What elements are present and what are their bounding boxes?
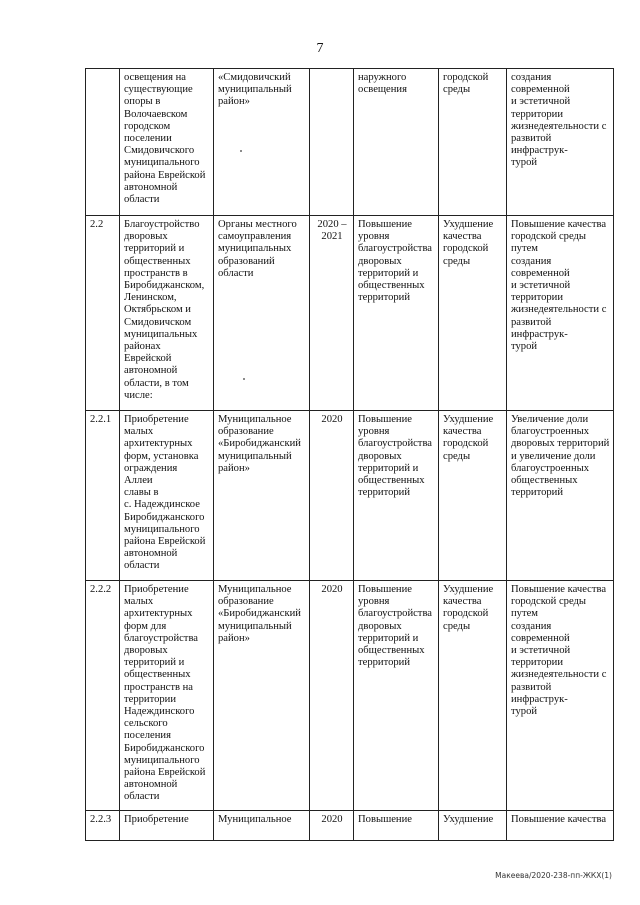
measure-name: Приобретение малых архитектурных форм, установка ограждения Аллеи славы в с. Надеждинское Биробиджанского муниципального района Еврейской автономной области [124, 414, 206, 572]
year: 2020 [321, 814, 343, 825]
year: 2020 [321, 584, 343, 595]
indicator: Повышение качества городской среды путем создания современной и эстетичной территории жизнедеятельности с развитой инфраструк- турой [511, 584, 607, 718]
row-number: 2.2.1 [86, 411, 120, 581]
consequence: Ухудшение [443, 814, 494, 825]
executor: Муниципальное образование «Биробиджанский муниципальный район» [218, 414, 301, 474]
row-number [86, 69, 120, 216]
measures-table [85, 68, 614, 841]
row-number: 2.2.3 [86, 811, 120, 841]
page-number: 7 [316, 41, 324, 56]
measure-name: Приобретение малых архитектурных форм для благоустройства дворовых территорий и общественных пространств на территории Надеждинского сельского поселения Биробиджанского муниципального района Еврейской автономной области [124, 584, 206, 803]
measure-name: освещения на существующие опоры в Волочаевском городском поселении Смидовичского муниципального района Еврейской автономной области [124, 72, 206, 206]
scan-speck [243, 378, 245, 380]
executor: Муниципальное [218, 814, 292, 825]
indicator: создания современной и эстетичной территории жизнедеятельности с развитой инфраструк- турой [511, 72, 607, 169]
table-row [86, 69, 614, 216]
executor: Муниципальное образование «Биробиджанский муниципальный район» [218, 584, 301, 644]
executor: Органы местного самоуправления муниципальных образований области [218, 219, 297, 279]
scan-speck [240, 150, 242, 152]
expected-result: Повышение [358, 814, 412, 825]
consequence: Ухудшение качества городской среды [443, 584, 494, 632]
measure-name: Приобретение [124, 814, 189, 825]
document-footer: Макеева/2020-238-пп-ЖКХ(1) [495, 871, 612, 880]
measure-name: Благоустройство дворовых территорий и общественных пространств в Биробиджанском, Ленинском, Октябрьском и Смидовичском муниципальных районах Еврейской автономной области, в том числе: [124, 219, 205, 401]
table-row [86, 811, 614, 841]
indicator: Повышение качества [511, 814, 607, 825]
executor: «Смидовичский муниципальный район» [218, 72, 292, 108]
year: 2020 [321, 414, 343, 425]
consequence: Ухудшение качества городской среды [443, 219, 494, 267]
row-number: 2.2 [86, 216, 120, 411]
indicator: Увеличение доли благоустроенных дворовых территорий и увеличение доли благоустроенных общественных территорий [511, 414, 610, 499]
table-row [86, 216, 614, 411]
expected-result: Повышение уровня благоустройства дворовых территорий и общественных территорий [358, 584, 433, 669]
expected-result: наружного освещения [358, 72, 407, 96]
indicator: Повышение качества городской среды путем создания современной и эстетичной территории жизнедеятельности с развитой инфраструк- турой [511, 219, 607, 353]
expected-result: Повышение уровня благоустройства дворовых территорий и общественных территорий [358, 414, 433, 499]
consequence: городской среды [443, 72, 489, 96]
row-number: 2.2.2 [86, 581, 120, 811]
table-row [86, 581, 614, 811]
expected-result: Повышение уровня благоустройства дворовых территорий и общественных территорий [358, 219, 433, 304]
table-row [86, 411, 614, 581]
consequence: Ухудшение качества городской среды [443, 414, 494, 462]
year: 2020 – 2021 [317, 219, 347, 243]
